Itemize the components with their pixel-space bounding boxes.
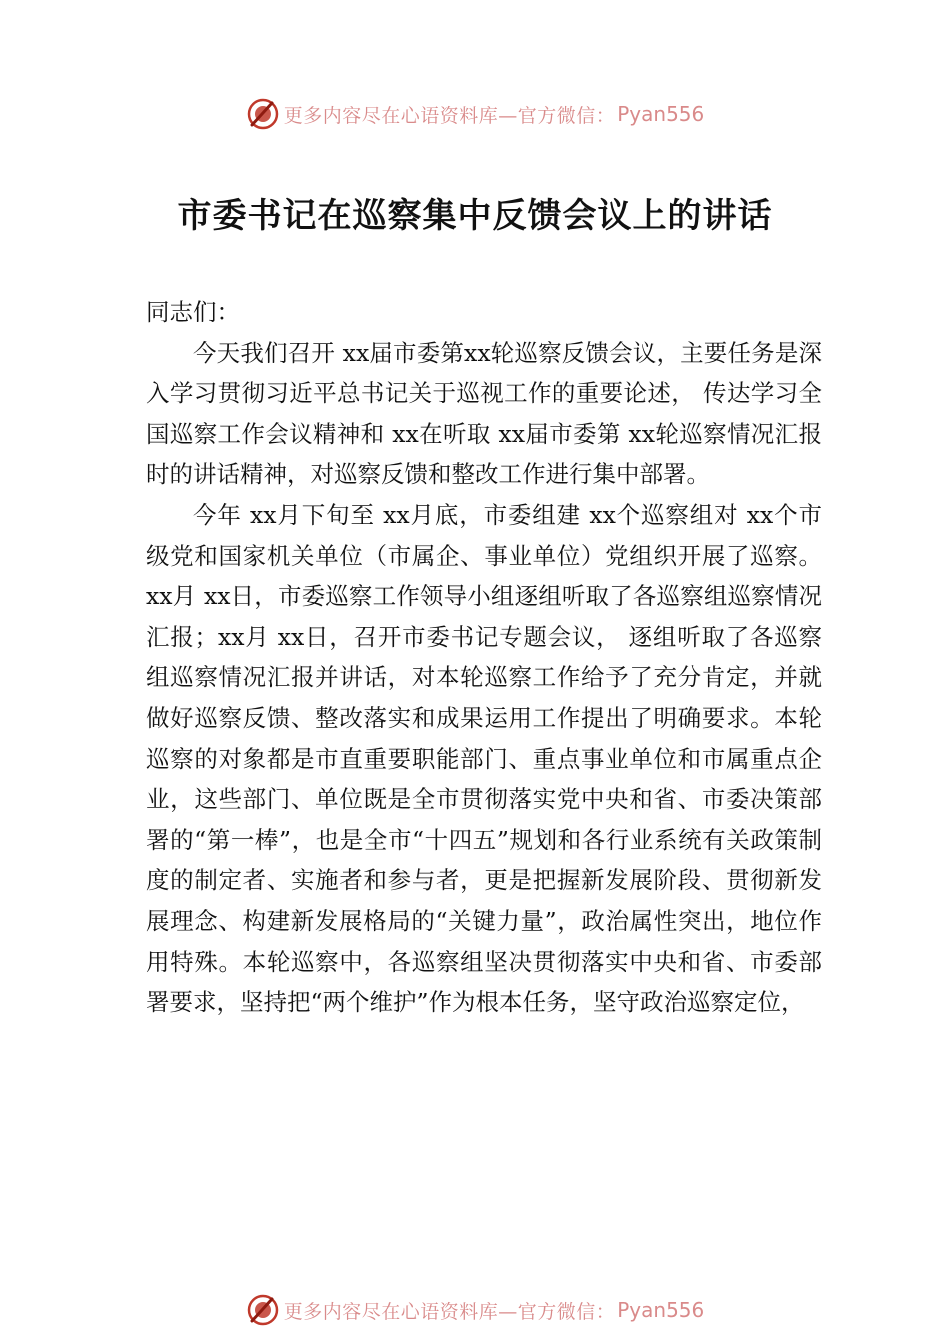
- paragraph-1: 今天我们召开 xx届市委第xx轮巡察反馈会议，主要任务是深入学习贯彻习近平总书记关于巡视工作的重要论述， 传达学习全国巡察工作会议精神和 xx在听取 xx届市委第 xx轮巡察情况汇报时的讲话精神，对巡察反馈和整改工作进行集中部署。: [146, 338, 822, 489]
- document-title: 市委书记在巡察集中反馈会议上的讲话: [177, 196, 773, 236]
- header-banner: [0, 94, 950, 134]
- footer-wechat-id: Pyan556: [617, 1298, 705, 1322]
- footer-banner: [0, 1290, 950, 1330]
- header-banner-text: 更多内容尽在心语资料库—官方微信：: [283, 104, 616, 127]
- header-wechat-id: Pyan556: [617, 102, 705, 126]
- paragraph-2: 今年 xx月下旬至 xx月底，市委组建 xx个巡察组对 xx个市级党和国家机关单位（市属企、事业单位）党组织开展了巡察。xx月 xx日，市委巡察工作领导小组逐组听取了各巡察组巡察情况汇报；xx月 xx日，召开市委书记专题会议， 逐组听取了各巡察组巡察情况汇报并讲话，对本轮巡察工作给予了充分肯定，并就做好巡察反馈、整改落实和成果运用工作提出了明确要求。本轮巡察的对象都是市直重要职能部门、重点事业单位和市属重点企业，这些部门、单位既是全市贯彻落实党中央和省、市委决策部署的“第一棒”，也是全市“十四五”规划和各行业系统有关政策制度的制定者、实施者和参与者，更是把握新发展阶段、贯彻新发展理念、构建新发展格局的“关键力量”，政治属性突出，地位作用特殊。本轮巡察中，各巡察组坚决贯彻落实中央和省、市委部署要求，坚持把“两个维护”作为根本任务，坚守政治巡察定位，: [146, 500, 822, 1017]
- footer-banner-text: 更多内容尽在心语资料库—官方微信：: [283, 1300, 616, 1323]
- salutation: 同志们：: [146, 298, 240, 326]
- document-body: [146, 292, 822, 1023]
- logo-icon: [246, 1293, 280, 1327]
- logo-icon: [246, 97, 280, 131]
